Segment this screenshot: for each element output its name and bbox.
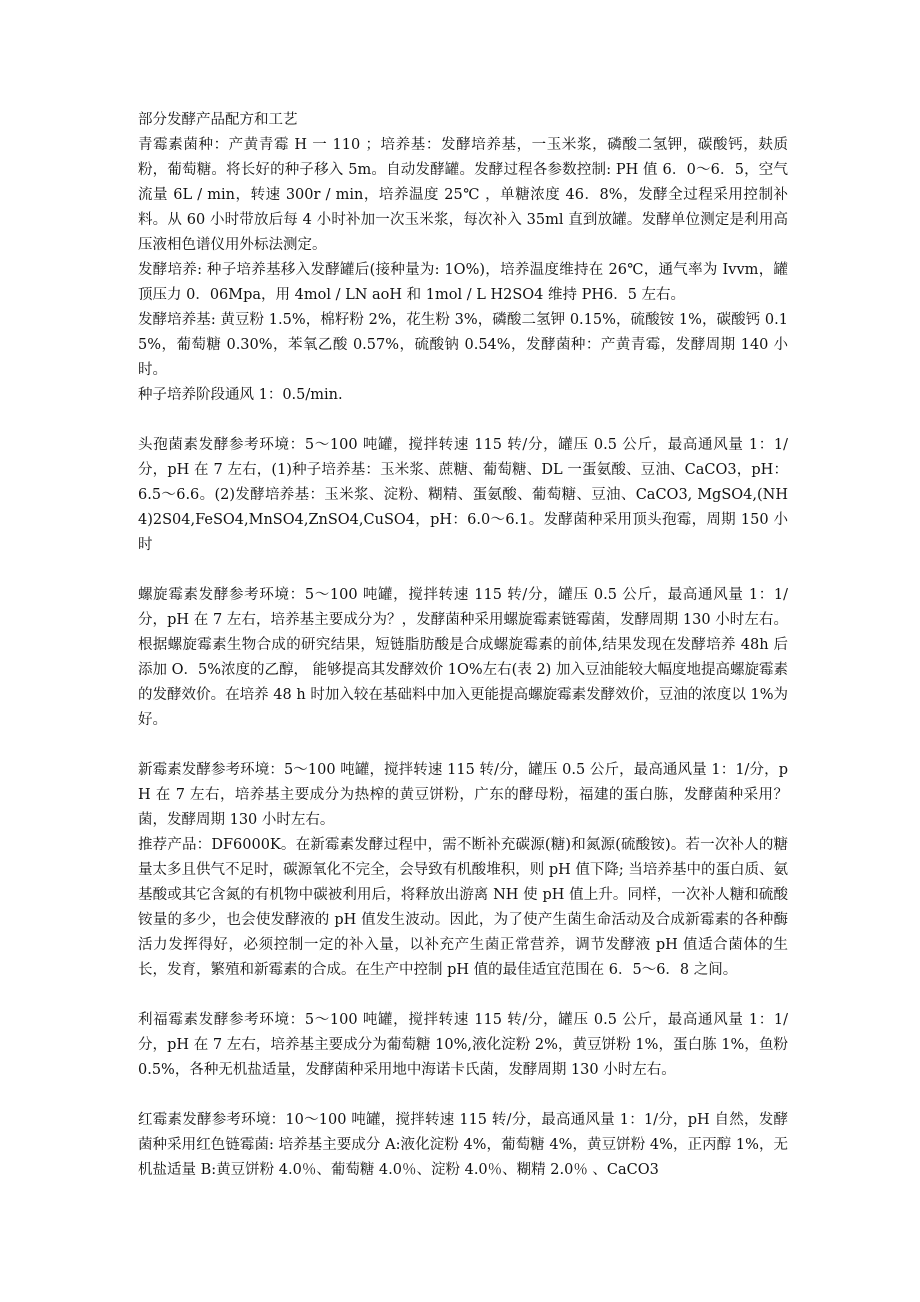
paragraph-penicillin-strain: 青霉素菌种：产黄青霉 H 一 110 ；培养基：发酵培养基，一玉米浆，磷酸二氢钾，碳酸钙，麸质粉，葡萄糖。将长好的种子移入 5m。自动发酵罐。发酵过程各参数控制: PH 值 6．0～6．5，空气流量 6L / min，转速 300r / min，培养温度 25℃ ，单糖浓度 46．8%，发酵全过程采用控制补料。从 60 小时带放后每 4 小时补加一次玉米浆，每次补入 35ml 直到放罐。发酵单位测定是利用高压液相色谱仪用外标法测定。 (138, 137, 788, 253)
paragraph-fermentation-medium: 发酵培养基: 黄豆粉 1.5%，棉籽粉 2%，花生粉 3%，磷酸二氢钾 0.15%，硫酸铵 1%，碳酸钙 0.15%，葡萄糖 0.30%，苯氧乙酸 0.57%，硫酸钠 0.54%，发酵菌种：产黄青霉，发酵周期 140 小时。 (138, 312, 788, 378)
paragraph-spiramycin: 螺旋霉素发酵参考环境：5～100 吨罐，搅拌转速 115 转/分，罐压 0.5 公斤，最高通风量 1：1/分，pH 在 7 左右，培养基主要成分为？，发酵菌种采用螺旋霉素链霉菌，发酵周期 130 小时左右。根据螺旋霉素生物合成的研究结果，短链脂肪酸是合成螺旋霉素的前体,结果发现在发酵培养 48h 后添加 O．5%浓度的乙醇， 能够提高其发酵效价 1O%左右(表 2) 加入豆油能较大幅度地提高螺旋霉素的发酵效价。在培养 48 h 时加入较在基础料中加入更能提高螺旋霉素发酵效价，豆油的浓度以 1%为好。 (138, 587, 788, 728)
document-title: 部分发酵产品配方和工艺 (138, 112, 298, 128)
paragraph-seed-aeration: 种子培养阶段通风 1：0.5/min. (138, 387, 343, 403)
paragraph-rifamycin: 利福霉素发酵参考环境：5～100 吨罐，搅拌转速 115 转/分，罐压 0.5 公斤，最高通风量 1：1/分，pH 在 7 左右，培养基主要成分为葡萄糖 10%,液化淀粉 2%，黄豆饼粉 1%，蛋白胨 1%，鱼粉 0.5%，各种无机盐适量，发酵菌种采用地中海诺卡氏菌，发酵周期 130 小时左右。 (138, 1012, 788, 1078)
blank-line (138, 558, 788, 583)
paragraph-fermentation-culture: 发酵培养: 种子培养基移入发酵罐后(接种量为: 1O%)，培养温度维持在 26℃，通气率为 Ivvm，罐顶压力 0．06Mpa，用 4mol / LN aoH 和 1mol / L H2SO4 维持 PH6．5 左右。 (138, 262, 788, 303)
paragraph-recommended-product: 推荐产品：DF6000K。在新霉素发酵过程中，需不断补充碳源(糖)和氮源(硫酸铵)。若一次补人的糖量太多且供气不足时，碳源氧化不完全，会导致有机酸堆积，则 pH 值下降; 当培养基中的蛋白质、氨基酸或其它含氮的有机物中碳被利用后，将释放出游离 NH 使 pH 值上升。同样，一次补人糖和硫酸铵量的多少，也会使发酵液的 pH 值发生波动。因此，为了使产生菌生命活动及合成新霉素的各种酶活力发挥得好，必须控制一定的补入量，以补充产生菌正常营养，调节发酵液 pH 值适合菌体的生长，发育，繁殖和新霉素的合成。在生产中控制 pH 值的最佳适宜范围在 6．5～6．8 之间。 (138, 837, 788, 978)
paragraph-neomycin: 新霉素发酵参考环境：5～100 吨罐，搅拌转速 115 转/分，罐压 0.5 公斤，最高通风量 1：1/分，pH 在 7 左右，培养基主要成分为热榨的黄豆饼粉，广东的酵母粉，福建的蛋白胨，发酵菌种采用？菌，发酵周期 130 小时左右。 (138, 762, 788, 828)
blank-line (138, 983, 788, 1008)
blank-line (138, 733, 788, 758)
paragraph-cephalosporin: 头孢菌素发酵参考环境：5～100 吨罐，搅拌转速 115 转/分，罐压 0.5 公斤，最高通风量 1：1/分，pH 在 7 左右，(1)种子培养基：玉米浆、蔗糖、葡萄糖、DL 一蛋氨酸、豆油、CaCO3，pH：6.5～6.6。(2)发酵培养基：玉米浆、淀粉、糊精、蛋氨酸、葡萄糖、豆油、CaCO3, MgSO4,(NH4)2S04,FeSO4,MnSO4,ZnSO4,CuSO4，pH：6.0～6.1。发酵菌种采用顶头孢霉，周期 150 小时 (138, 437, 788, 553)
document-page (138, 108, 788, 1183)
blank-line (138, 408, 788, 433)
blank-line (138, 1083, 788, 1108)
paragraph-erythromycin: 红霉素发酵参考环境：10～100 吨罐，搅拌转速 115 转/分，最高通风量 1：1/分，pH 自然，发酵菌种采用红色链霉菌: 培养基主要成分 A:液化淀粉 4%，葡萄糖 4%，黄豆饼粉 4%，正丙醇 1%，无机盐适量 B:黄豆饼粉 4.0％、葡萄糖 4.0％、淀粉 4.0％、糊精 2.0％ 、CaCO3 (138, 1112, 788, 1178)
